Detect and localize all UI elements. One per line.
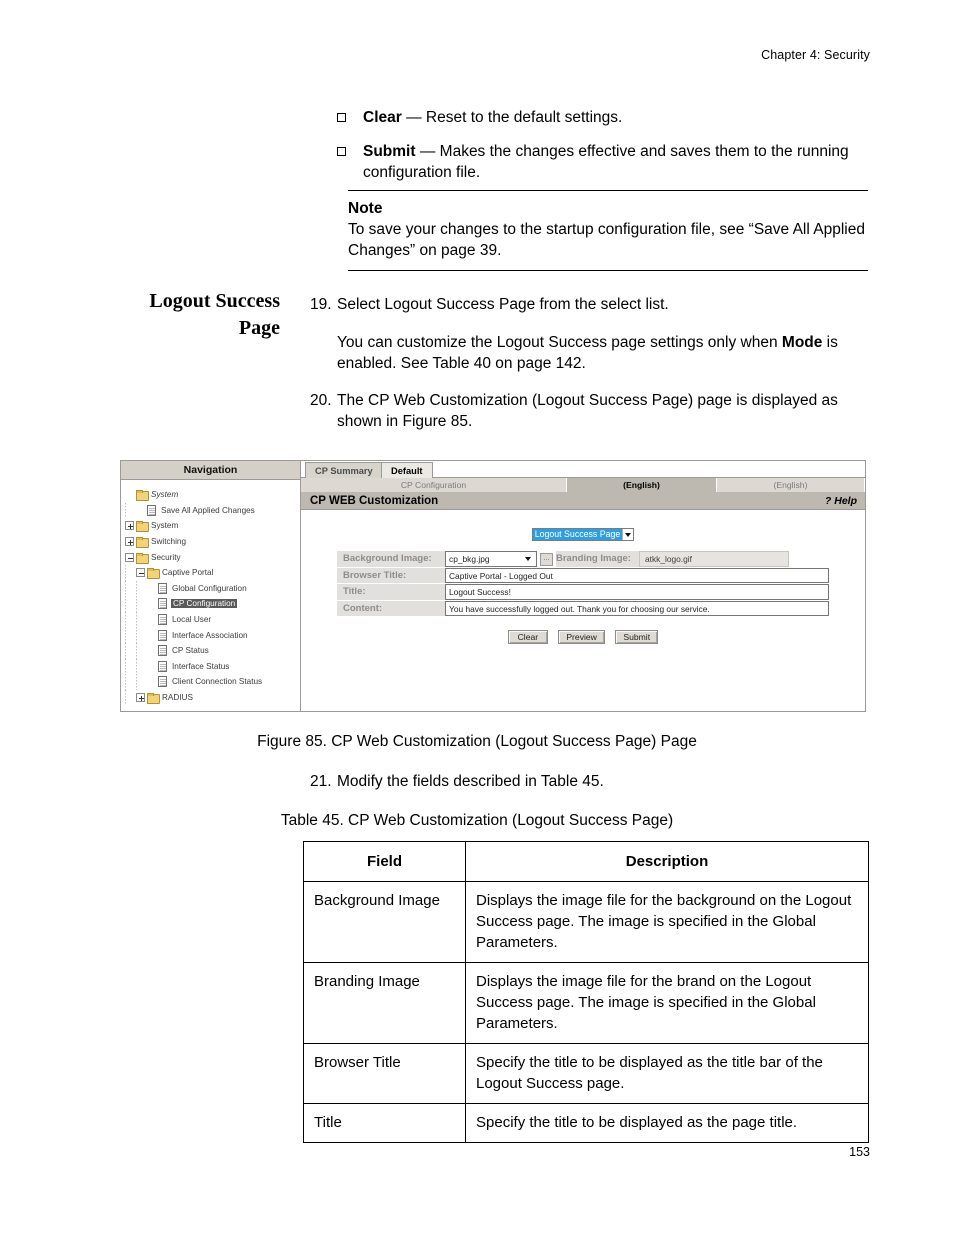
folder-icon xyxy=(136,537,147,546)
tree-indent-guide xyxy=(136,674,137,690)
chevron-down-icon xyxy=(622,529,633,540)
tree-item-radius[interactable] xyxy=(125,690,300,706)
note-title: Note xyxy=(348,200,383,217)
tree-item-cp-status[interactable] xyxy=(125,643,300,659)
step-text: Select Logout Success Page from the select list. xyxy=(337,296,669,313)
background-image-label: Background Image: xyxy=(337,551,445,567)
panel-title: CP WEB Customization xyxy=(310,494,439,507)
tree-item-label: Local User xyxy=(172,615,212,625)
tree-indent-guide xyxy=(125,659,126,675)
table-row xyxy=(304,882,869,963)
content-control xyxy=(445,601,829,617)
tree-item-label: Global Configuration xyxy=(172,583,247,593)
preview-button[interactable]: Preview xyxy=(558,630,605,644)
chevron-down-icon xyxy=(525,557,531,561)
tree-spacer xyxy=(147,631,156,640)
folder-icon xyxy=(136,521,147,530)
column-header-description: Description xyxy=(466,842,869,882)
step-19-paragraph xyxy=(337,332,872,374)
browser-title-input[interactable]: Captive Portal - Logged Out xyxy=(445,568,829,584)
note-body: To save your changes to the startup configuration file, see “Save All Applied Changes” on page 39. xyxy=(348,221,865,259)
panel-title-bar xyxy=(301,492,865,510)
step-number: 20. xyxy=(310,392,332,409)
background-image-value: cp_bkg.jpg xyxy=(449,553,490,564)
table-cell-description: Specify the title to be displayed as the page title. xyxy=(466,1104,869,1143)
document-icon xyxy=(158,645,167,656)
tree-item-cp-configuration[interactable] xyxy=(125,596,300,612)
tree-item-system[interactable] xyxy=(125,518,300,534)
tree-indent-guide xyxy=(125,581,126,597)
step-21 xyxy=(310,771,810,792)
tree-indent-guide xyxy=(136,627,137,643)
bullet-dash: — xyxy=(401,109,426,126)
tree-item-label: Client Connection Status xyxy=(172,677,263,687)
help-link[interactable]: ? Help xyxy=(824,494,857,507)
application-panel xyxy=(300,460,866,712)
tab-bar xyxy=(301,461,865,478)
table-row xyxy=(304,1044,869,1104)
tree-indent-guide xyxy=(125,612,126,628)
section-heading: Logout Success Page xyxy=(149,290,280,339)
document-icon xyxy=(158,598,167,609)
tree-item-system[interactable] xyxy=(125,487,300,503)
content-input[interactable]: You have successfully logged out. Thank you for choosing our service. xyxy=(445,601,829,617)
form-row-title xyxy=(337,584,829,600)
step-number: 21. xyxy=(310,773,332,790)
field-description-table xyxy=(303,841,869,1143)
step-text: The CP Web Customization (Logout Success Page) page is displayed as shown in Figure 85. xyxy=(337,392,838,430)
folder-open-icon xyxy=(136,553,147,562)
paragraph-part-b: is enabled. See Table 40 on page 142. xyxy=(337,334,838,372)
tree-item-label: System xyxy=(151,490,179,500)
bullet-dash: — xyxy=(415,143,440,160)
tree-item-captive-portal[interactable] xyxy=(125,565,300,581)
table-cell-field: Branding Image xyxy=(304,963,466,1044)
form-row-background-image xyxy=(337,551,829,567)
figure-85-screenshot xyxy=(120,460,866,712)
page-select-dropdown[interactable] xyxy=(532,528,635,541)
table-cell-description: Displays the image file for the background on the Logout Success page. The image is specified in the Global Parameters. xyxy=(466,882,869,963)
clear-button[interactable]: Clear xyxy=(508,630,548,644)
tree-item-label: Interface Status xyxy=(172,661,230,671)
collapse-icon[interactable] xyxy=(136,568,145,577)
paragraph-bold-term: Mode xyxy=(781,334,823,351)
paragraph-part-a: You can customize the Logout Success page settings only when xyxy=(337,334,782,351)
expand-icon[interactable] xyxy=(125,521,134,530)
customization-form xyxy=(337,551,829,645)
tree-item-label: Switching xyxy=(151,537,187,547)
tree-item-label: Interface Association xyxy=(172,630,248,640)
navigation-tree[interactable] xyxy=(121,480,300,705)
tree-indent-guide xyxy=(125,690,126,706)
tree-spacer xyxy=(147,662,156,671)
tree-indent-guide xyxy=(136,659,137,675)
tree-item-label: Captive Portal xyxy=(162,568,214,578)
tree-item-label: Security xyxy=(151,552,181,562)
tree-indent-guide xyxy=(136,596,137,612)
subtab-english-active[interactable]: (English) xyxy=(567,478,717,492)
note-box xyxy=(348,190,868,271)
tree-indent-guide xyxy=(125,643,126,659)
tree-item-label: RADIUS xyxy=(162,693,193,703)
square-bullet-icon xyxy=(337,147,346,156)
table-cell-description: Specify the title to be displayed as the title bar of the Logout Success page. xyxy=(466,1044,869,1104)
list-item xyxy=(337,141,867,183)
folder-icon xyxy=(147,693,158,702)
submit-button[interactable]: Submit xyxy=(615,630,658,644)
tree-item-label: Save All Applied Changes xyxy=(161,505,255,515)
browser-title-label: Browser Title: xyxy=(337,568,445,584)
tree-indent-guide xyxy=(125,565,126,581)
sub-tab-bar xyxy=(301,478,865,492)
table-cell-field: Browser Title xyxy=(304,1044,466,1104)
tree-spacer xyxy=(147,677,156,686)
branding-image-value: atkk_logo.gif xyxy=(639,551,789,567)
table-cell-field: Title xyxy=(304,1104,466,1143)
document-icon xyxy=(158,661,167,672)
table-row xyxy=(304,963,869,1044)
document-icon xyxy=(147,505,156,516)
background-image-controls xyxy=(445,551,829,567)
background-image-select[interactable] xyxy=(445,551,537,567)
bullet-term: Submit xyxy=(363,143,416,160)
tree-item-interface-status[interactable] xyxy=(125,659,300,675)
step-text: Modify the fields described in Table 45. xyxy=(337,773,604,790)
step-20 xyxy=(310,390,875,432)
table-header-row xyxy=(304,842,869,882)
tree-spacer xyxy=(136,506,145,515)
table-row xyxy=(304,1104,869,1143)
tree-item-security[interactable] xyxy=(125,549,300,565)
bullet-body: Makes the changes effective and saves them to the running configuration file. xyxy=(363,143,849,181)
bullet-text xyxy=(363,107,622,128)
column-header-field: Field xyxy=(304,842,466,882)
folder-open-icon xyxy=(136,490,147,499)
browser-title-control xyxy=(445,568,829,584)
tree-item-client-connection-status[interactable] xyxy=(125,674,300,690)
document-icon xyxy=(158,614,167,625)
tree-indent-guide xyxy=(125,596,126,612)
tree-item-label: CP Configuration xyxy=(173,599,236,609)
tree-spacer xyxy=(125,490,134,499)
form-row-content xyxy=(337,601,829,617)
navigation-title: Navigation xyxy=(121,461,300,480)
step-19 xyxy=(310,294,870,315)
panel-body xyxy=(301,510,865,711)
collapse-icon[interactable] xyxy=(125,553,134,562)
table-cell-field: Background Image xyxy=(304,882,466,963)
page-select-row xyxy=(301,510,865,542)
bullet-text xyxy=(363,141,867,183)
bullet-term: Clear xyxy=(363,109,402,126)
tree-item-save-all-applied-changes[interactable] xyxy=(125,503,300,519)
tree-indent-guide xyxy=(136,643,137,659)
title-input[interactable]: Logout Success! xyxy=(445,584,829,600)
form-row-browser-title xyxy=(337,568,829,584)
tree-item-label: System xyxy=(151,521,179,531)
tree-indent-guide xyxy=(125,503,126,519)
navigation-panel xyxy=(120,460,300,712)
content-label: Content: xyxy=(337,601,445,617)
tree-item-switching[interactable] xyxy=(125,534,300,550)
tree-spacer xyxy=(147,615,156,624)
tree-item-label: CP Status xyxy=(172,646,209,656)
tree-indent-guide xyxy=(125,627,126,643)
subtab-cp-configuration[interactable]: CP Configuration xyxy=(301,478,567,492)
step-number: 19. xyxy=(310,296,332,313)
chapter-running-header: Chapter 4: Security xyxy=(761,48,870,62)
expand-icon[interactable] xyxy=(136,693,145,702)
tree-indent-guide xyxy=(136,612,137,628)
expand-icon[interactable] xyxy=(125,537,134,546)
bullet-body: Reset to the default settings. xyxy=(425,109,623,126)
subtab-english-secondary[interactable]: (English) xyxy=(717,478,865,492)
bullet-list xyxy=(337,107,867,196)
square-bullet-icon xyxy=(337,113,346,122)
title-control xyxy=(445,584,829,600)
document-icon xyxy=(158,583,167,594)
document-icon xyxy=(158,676,167,687)
branding-image-label: Branding Image: xyxy=(556,551,639,567)
list-item xyxy=(337,107,867,128)
table-caption: Table 45. CP Web Customization (Logout Success Page) xyxy=(280,812,674,829)
table-cell-description: Displays the image file for the brand on the Logout Success page. The image is specified in the Global Parameters. xyxy=(466,963,869,1044)
page-select-value: Logout Success Page xyxy=(534,529,621,539)
tree-indent-guide xyxy=(125,674,126,690)
tab-default[interactable]: Default xyxy=(381,462,433,478)
tree-item-local-user[interactable] xyxy=(125,612,300,628)
tree-spacer xyxy=(147,584,156,593)
tree-item-global-configuration[interactable] xyxy=(125,581,300,597)
form-button-row xyxy=(337,627,829,645)
page-number: 153 xyxy=(849,1145,870,1159)
tree-spacer xyxy=(147,599,156,608)
tab-cp-summary[interactable]: CP Summary xyxy=(305,462,383,478)
tree-item-interface-association[interactable] xyxy=(125,627,300,643)
figure-caption: Figure 85. CP Web Customization (Logout Success Page) Page xyxy=(257,733,697,750)
browse-button[interactable]: ... xyxy=(540,553,553,566)
tree-spacer xyxy=(147,646,156,655)
document-icon xyxy=(158,630,167,641)
title-label: Title: xyxy=(337,584,445,600)
folder-open-icon xyxy=(147,568,158,577)
tree-indent-guide xyxy=(136,581,137,597)
